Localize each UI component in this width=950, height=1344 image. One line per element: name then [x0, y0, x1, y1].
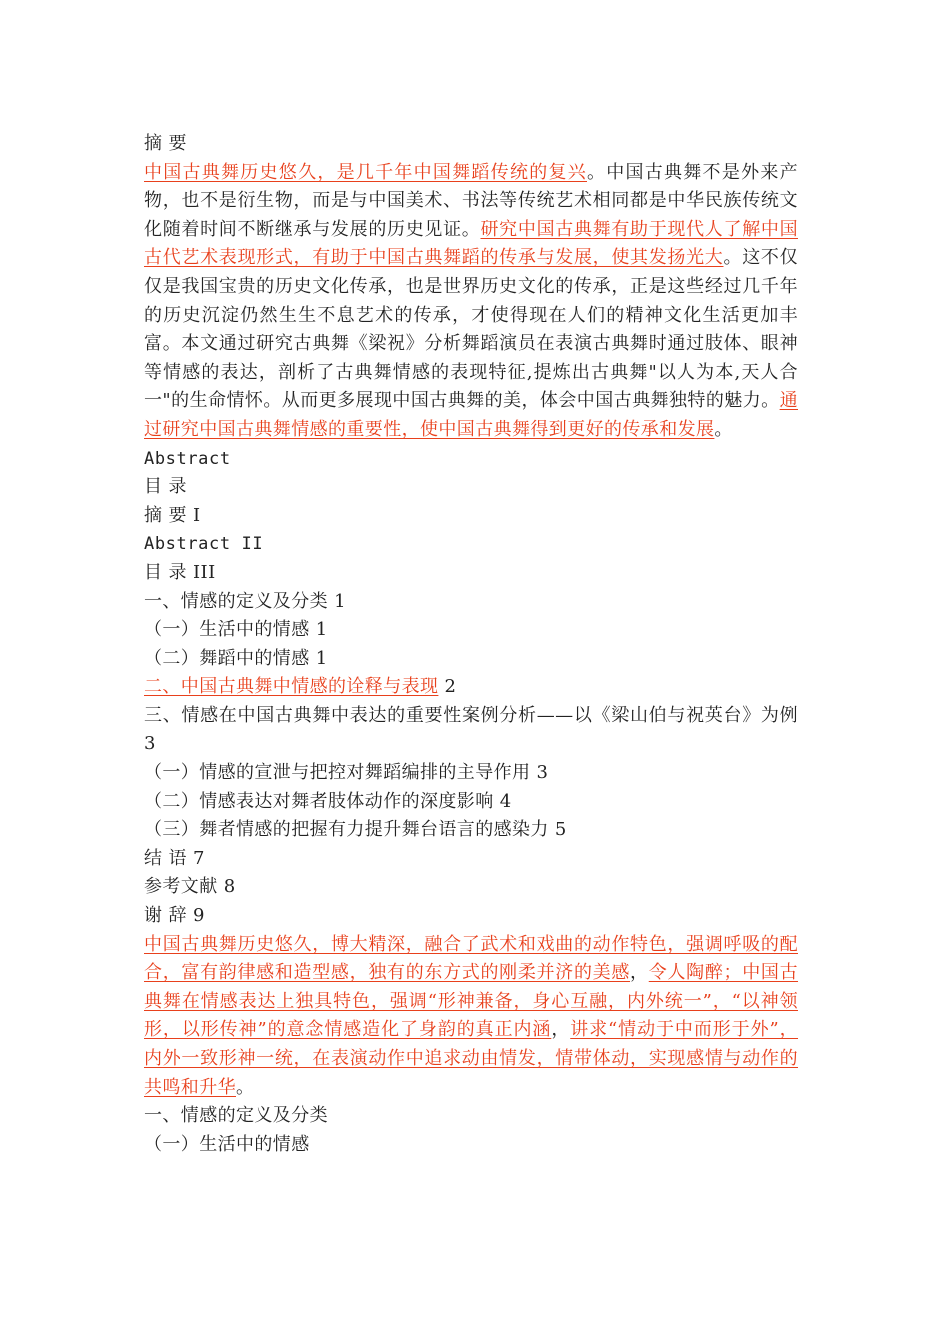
toc-heading: 目 录	[144, 476, 187, 498]
intro-highlight-3: 讲求“情动于中而形于外”，内外一致形神一统，在表演动作中追求动由情发，情带体动，实现感情与动作的共鸣和升华	[144, 1019, 799, 1098]
abstract-text-1: 。中国古典舞不是外来产物，也不是衍生物，而是与中国美术、书法等传统艺术相同都是中华民族传统文化随着时间不断继承与发展的历史见证。	[144, 161, 799, 240]
toc-item[interactable]	[144, 673, 798, 702]
toc-item[interactable]: 一、情感的定义及分类 1	[144, 590, 346, 612]
toc-item[interactable]: （二）舞蹈中的情感 1	[144, 647, 328, 669]
toc-item[interactable]: 摘 要 I	[144, 504, 201, 526]
toc-item[interactable]: 参考文献 8	[144, 876, 236, 898]
intro-comma-1: ，	[630, 962, 649, 984]
section-heading: 一、情感的定义及分类	[144, 1105, 328, 1127]
intro-highlight-2: 令人陶醉；中国古典舞在情感表达上独具特色，强调“形神兼备，身心互融，内外统一”，“以神领形，以形传神”的意念情感造化了身韵的真正内涵	[144, 962, 799, 1041]
toc-item[interactable]: Abstract II	[144, 534, 264, 555]
intro-paragraph	[144, 931, 798, 1103]
intro-highlight-1: 中国古典舞历史悠久，博大精深，融合了武术和戏曲的动作特色，强调呼吸的配合，富有韵律感和造型感，独有的东方式的刚柔并济的美感	[144, 933, 798, 984]
toc-item[interactable]: （三）舞者情感的把握有力提升舞台语言的感染力 5	[144, 819, 567, 841]
toc-item[interactable]: （一）情感的宣泄与把控对舞蹈编排的主导作用 3	[144, 762, 549, 784]
abstract-highlight-1: 中国古典舞历史悠久，是几千年中国舞蹈传统的复兴	[144, 161, 587, 183]
abstract-text-3: 。	[714, 418, 733, 440]
toc-item-page: 2	[438, 676, 457, 698]
toc-item[interactable]: 谢 辞 9	[144, 905, 205, 927]
intro-end: 。	[236, 1076, 255, 1098]
document-page	[144, 130, 798, 1159]
abstract-paragraph	[144, 159, 798, 445]
toc-item[interactable]: 目 录 III	[144, 561, 216, 583]
intro-comma-2: ，	[551, 1019, 571, 1041]
abstract-heading: 摘 要	[144, 133, 187, 154]
subsection-heading: （一）生活中的情感	[144, 1133, 310, 1155]
toc-item[interactable]: 结 语 7	[144, 847, 205, 869]
abstract-text-2: 。这不仅仅是我国宝贵的历史文化传承，也是世界历史文化的传承，正是这些经过几千年的历史沉淀仍然生生不息艺术的传承，才使得现在人们的精神文化生活更加丰富。本文通过研究古典舞《梁祝》分析舞蹈演员在表演古典舞时通过肢体、眼神等情感的表达，剖析了古典舞情感的表现特征,提炼出古典舞"以人为本,天人合一"的生命情怀。从而更多展现中国古典舞的美，体会中国古典舞独特的魅力。	[144, 247, 798, 412]
toc-item[interactable]: （一）生活中的情感 1	[144, 619, 328, 641]
table-of-contents	[144, 502, 798, 931]
english-abstract-heading: Abstract	[144, 448, 231, 469]
toc-item-highlight: 二、中国古典舞中情感的诠释与表现	[144, 676, 439, 698]
abstract-highlight-2: 研究中国古典舞有助于现代人了解中国古代艺术表现形式，有助于中国古典舞蹈的传承与发展，使其发扬光大	[144, 218, 798, 269]
toc-item[interactable]: 三、情感在中国古典舞中表达的重要性案例分析——以《梁山伯与祝英台》为例 3	[144, 704, 798, 755]
toc-item[interactable]: （二）情感表达对舞者肢体动作的深度影响 4	[144, 790, 512, 812]
abstract-highlight-3: 通过研究中国古典舞情感的重要性，使中国古典舞得到更好的传承和发展	[144, 390, 798, 440]
